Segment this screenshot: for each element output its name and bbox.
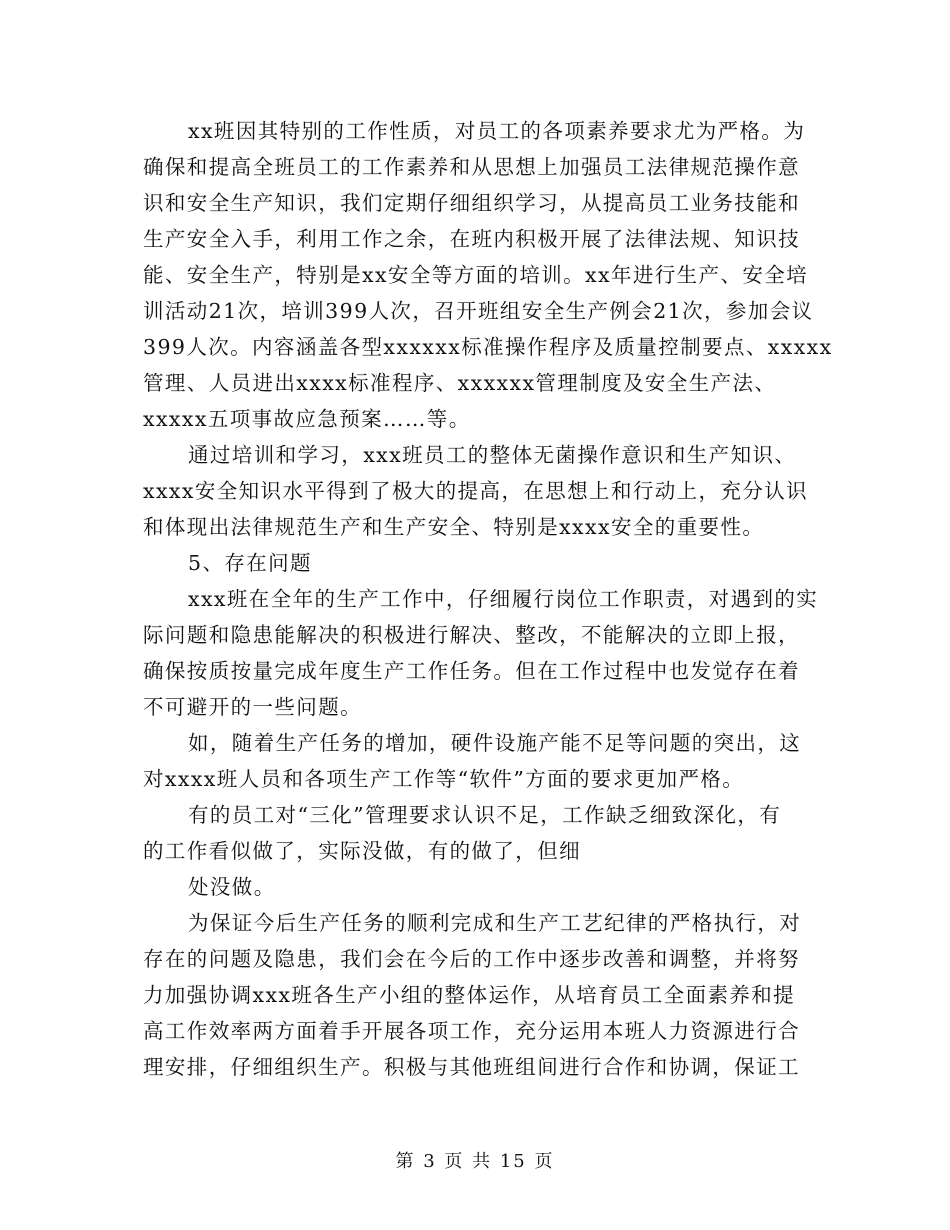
text-line: 399人次。内容涵盖各型xxxxxx标准操作程序及质量控制要点、xxxxx bbox=[143, 335, 833, 359]
text-line: 确保按质按量完成年度生产工作任务。但在工作过程中也发觉存在着 bbox=[143, 659, 800, 683]
text-line: 能、安全生产，特别是xx安全等方面的培训。xx年进行生产、安全培 bbox=[143, 263, 809, 287]
page-number-footer: 第 3 页 共 15 页 bbox=[395, 1151, 555, 1172]
text-line: 如，随着生产任务的增加，硬件设施产能不足等问题的突出，这 bbox=[188, 731, 802, 755]
text-line: 际问题和隐患能解决的积极进行解决、整改，不能解决的立即上报， bbox=[143, 623, 800, 647]
text-line: 理安排，仔细组织生产。积极与其他班组间进行合作和协调，保证工 bbox=[143, 1055, 800, 1079]
text-line: xx班因其特别的工作性质，对员工的各项素养要求尤为严格。为 bbox=[188, 119, 806, 143]
text-line: xxxx安全知识水平得到了极大的提高，在思想上和行动上，充分认识 bbox=[143, 479, 809, 503]
text-line: 处没做。 bbox=[188, 875, 276, 899]
text-line: 识和安全生产知识，我们定期仔细组织学习，从提高员工业务技能和 bbox=[143, 191, 800, 215]
text-line: 高工作效率两方面着手开展各项工作，充分运用本班人力资源进行合 bbox=[143, 1019, 800, 1043]
section-heading: 5、存在问题 bbox=[188, 551, 312, 575]
text-line: 通过培训和学习，xxx班员工的整体无菌操作意识和生产知识、 bbox=[188, 443, 797, 467]
text-line: 为保证今后生产任务的顺利完成和生产工艺纪律的严格执行，对 bbox=[188, 911, 802, 935]
text-line: 训活动21次，培训399人次，召开班组安全生产例会21次，参加会议 bbox=[143, 299, 814, 323]
text-line: 生产安全入手，利用工作之余，在班内积极开展了法律法规、知识技 bbox=[143, 227, 800, 251]
text-line: 不可避开的一些问题。 bbox=[143, 695, 362, 719]
text-line: 管理、人员进出xxxx标准程序、xxxxxx管理制度及安全生产法、 bbox=[143, 371, 777, 395]
text-line: xxx班在全年的生产工作中，仔细履行岗位工作职责，对遇到的实 bbox=[188, 587, 819, 611]
text-line: 对xxxx班人员和各项生产工作等“软件”方面的要求更加严格。 bbox=[143, 767, 745, 791]
text-line: 存在的问题及隐患，我们会在今后的工作中逐步改善和调整，并将努 bbox=[143, 947, 800, 971]
text-line: xxxxx五项事故应急预案……等。 bbox=[143, 407, 471, 431]
text-line: 力加强协调xxx班各生产小组的整体运作，从培育员工全面素养和提 bbox=[143, 983, 796, 1007]
text-line: 确保和提高全班员工的工作素养和从思想上加强员工法律规范操作意 bbox=[143, 155, 800, 179]
text-line: 和体现出法律规范生产和生产安全、特别是xxxx安全的重要性。 bbox=[143, 515, 765, 539]
text-line: 的工作看似做了，实际没做，有的做了，但细 bbox=[143, 839, 581, 863]
text-line: 有的员工对“三化”管理要求认识不足，工作缺乏细致深化，有 bbox=[188, 803, 782, 827]
